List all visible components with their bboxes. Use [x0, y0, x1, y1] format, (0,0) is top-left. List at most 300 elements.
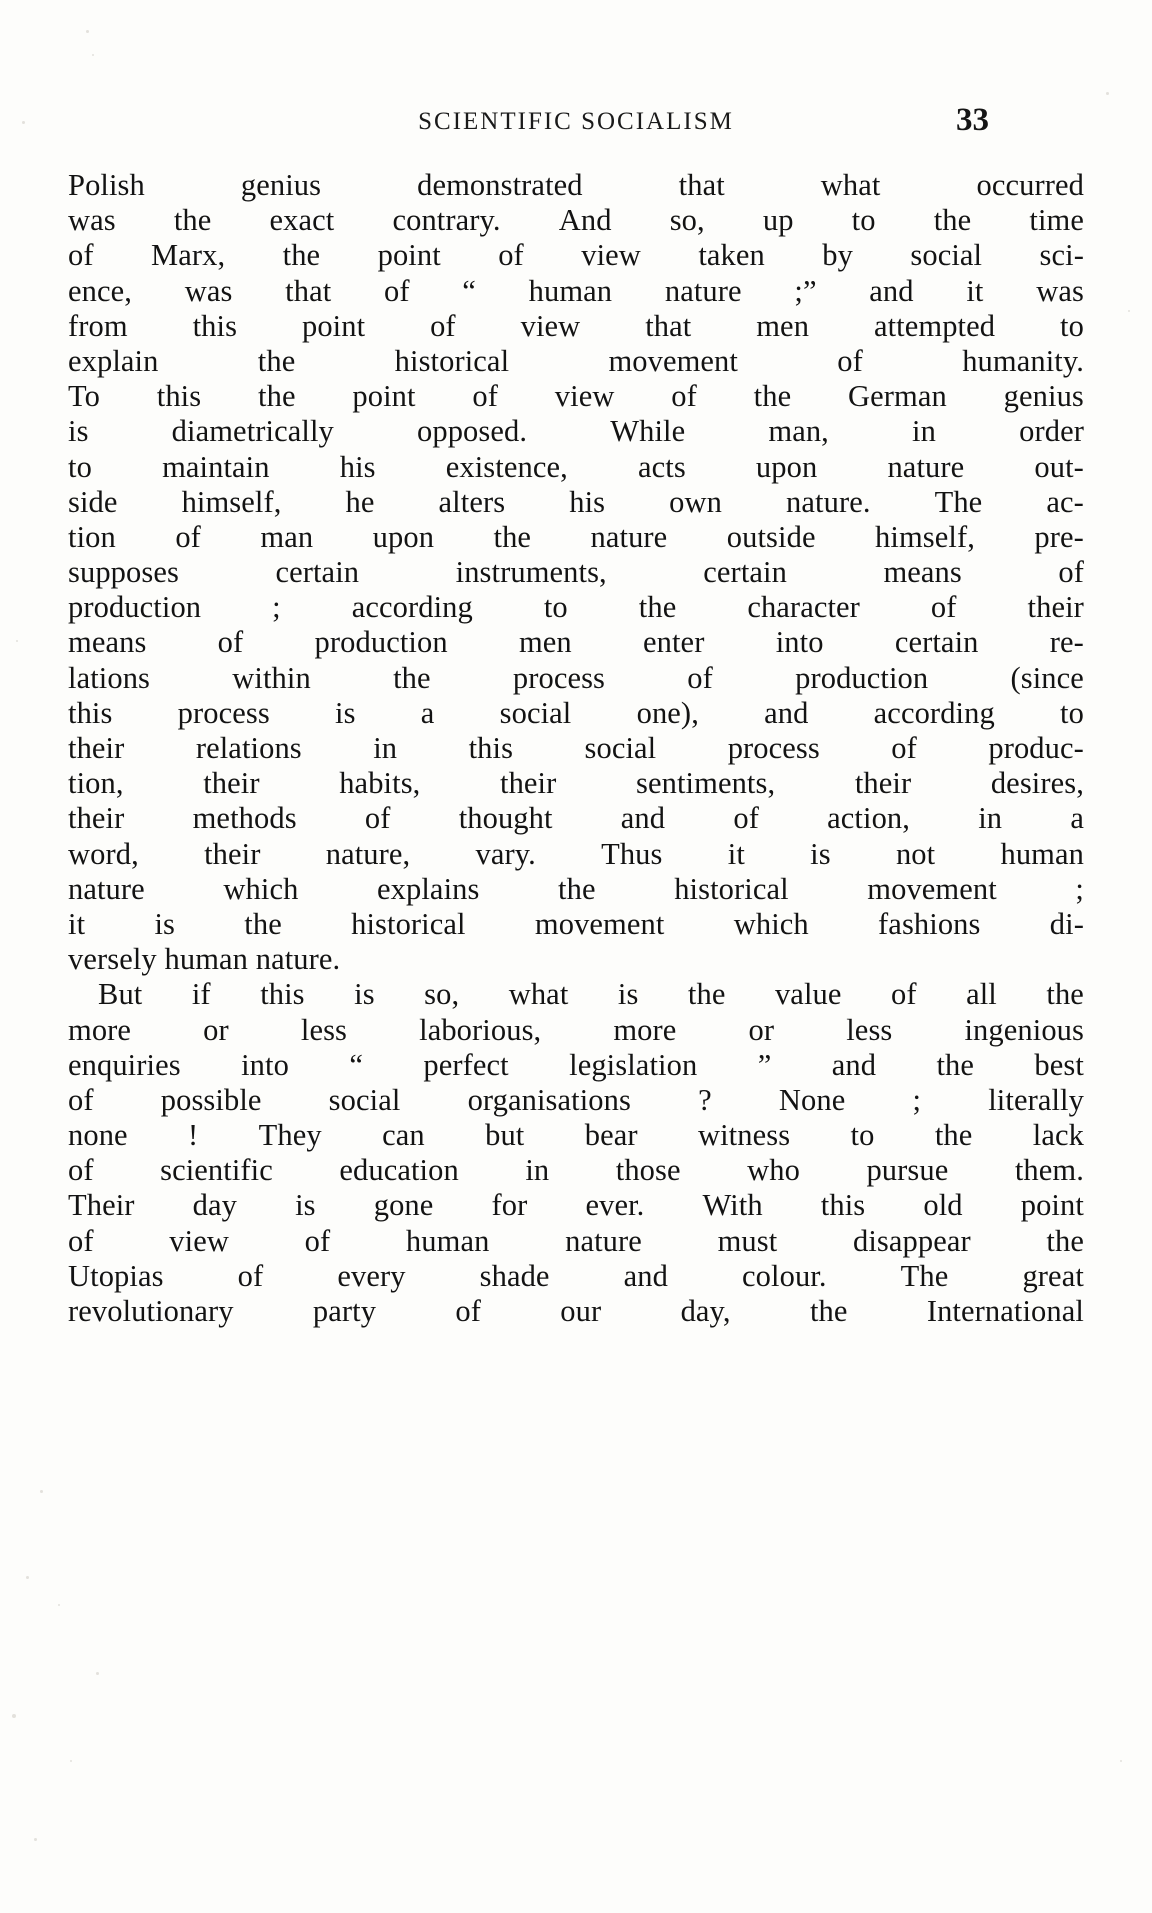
text-word: laborious,	[419, 1012, 542, 1047]
text-word: of	[837, 343, 863, 378]
text-line	[68, 942, 1084, 977]
text-word: day,	[680, 1294, 731, 1328]
text-word: to	[850, 1118, 875, 1153]
text-word: scientific	[160, 1153, 273, 1188]
text-line	[68, 661, 1084, 696]
text-word: the	[809, 1294, 848, 1328]
text-word: historical	[394, 343, 510, 378]
text-word: order	[1019, 414, 1084, 449]
text-word: the	[638, 590, 677, 625]
text-word: movement	[534, 906, 665, 941]
text-word: to	[68, 449, 92, 484]
text-word: movement	[608, 343, 738, 378]
text-word: lack	[1032, 1118, 1084, 1153]
text-line	[68, 1083, 1084, 1118]
text-word: humanity.	[962, 343, 1084, 378]
text-word: ?	[698, 1082, 712, 1117]
text-line	[68, 485, 1084, 520]
text-line	[68, 379, 1084, 414]
text-word: literally	[988, 1082, 1084, 1117]
text-word: instruments,	[455, 555, 607, 590]
text-word: bear	[584, 1118, 638, 1153]
text-word: so,	[424, 977, 460, 1012]
text-word: pre-	[1034, 519, 1084, 554]
text-word: means	[68, 625, 147, 660]
text-word: The	[900, 1258, 949, 1293]
page-number: 33	[956, 102, 989, 138]
text-line	[68, 1153, 1084, 1188]
text-word: disappear	[852, 1223, 971, 1258]
text-word: German	[848, 379, 947, 414]
text-word: what	[820, 168, 881, 202]
text-word: of	[472, 379, 498, 414]
text-word: nature,	[325, 836, 411, 871]
text-word: men	[518, 625, 572, 660]
text-word: production	[68, 590, 202, 625]
text-word: a	[420, 695, 435, 730]
text-line	[68, 1048, 1084, 1083]
text-word: day	[192, 1188, 237, 1223]
text-line	[68, 766, 1084, 801]
text-word: of	[304, 1223, 331, 1258]
text-word: is	[354, 977, 375, 1012]
text-word: of	[455, 1294, 481, 1328]
text-word: side	[68, 484, 118, 519]
text-word: But	[98, 977, 143, 1012]
text-word: existence,	[445, 449, 568, 484]
text-word: into	[775, 625, 824, 660]
text-word: certain	[703, 555, 787, 590]
text-word: They	[258, 1118, 322, 1153]
text-word: the	[1046, 1223, 1084, 1258]
text-word: or	[203, 1012, 229, 1047]
text-word: of	[733, 801, 759, 836]
text-word: genius	[240, 168, 322, 202]
text-word: every	[337, 1258, 406, 1293]
text-word: the	[493, 519, 532, 554]
text-word: upon	[372, 519, 435, 554]
text-word: occurred	[976, 168, 1084, 202]
text-word: this	[468, 731, 514, 765]
text-word: less	[300, 1012, 348, 1047]
text-word: means	[883, 555, 962, 590]
text-word: in	[373, 731, 398, 765]
text-word: Their	[68, 1188, 135, 1223]
text-word: view	[581, 238, 641, 273]
text-line	[68, 696, 1084, 731]
text-word: was	[184, 273, 233, 308]
text-word: social	[499, 695, 572, 730]
text-word: them.	[1014, 1153, 1084, 1188]
text-word: his	[569, 484, 606, 519]
text-word: thought	[458, 801, 553, 836]
text-word: “	[349, 1047, 363, 1082]
text-word: great	[1022, 1258, 1084, 1293]
text-line	[68, 203, 1084, 238]
text-word: the	[687, 977, 726, 1012]
text-word: nature.	[786, 484, 871, 519]
text-line	[68, 344, 1084, 379]
text-word: legislation	[569, 1047, 698, 1082]
text-word: that	[678, 168, 725, 202]
text-line	[68, 1118, 1084, 1153]
text-word: diametrically	[171, 414, 334, 449]
text-word: process	[512, 660, 606, 695]
text-word: can	[382, 1118, 425, 1153]
text-word: that	[285, 273, 332, 308]
paper-speckle	[34, 1838, 37, 1841]
text-word: sci-	[1039, 238, 1084, 273]
text-word: according	[873, 695, 995, 730]
text-word: tion	[68, 519, 116, 554]
text-word: witness	[697, 1118, 791, 1153]
text-word: ;	[1075, 871, 1084, 906]
text-word: “	[462, 273, 476, 308]
text-word: re-	[1049, 625, 1084, 660]
text-word: a	[1070, 801, 1084, 836]
text-line	[68, 731, 1084, 766]
text-word: movement	[867, 871, 997, 906]
text-word: out-	[1034, 449, 1084, 484]
text-word: none	[68, 1118, 128, 1153]
text-word: their	[68, 801, 125, 836]
text-word: the	[558, 871, 596, 906]
text-word: relations	[195, 731, 302, 765]
text-word: that	[645, 308, 692, 343]
paper-speckle	[26, 1576, 29, 1579]
text-word: so,	[669, 203, 705, 238]
text-word: explain	[68, 343, 159, 378]
text-word: lations	[68, 660, 151, 695]
text-word: their	[854, 766, 912, 801]
text-word: fashions	[878, 906, 981, 941]
text-word: opposed.	[417, 414, 528, 449]
text-word: more	[613, 1012, 677, 1047]
text-word: tion,	[68, 766, 124, 801]
text-word: less	[846, 1012, 893, 1047]
text-word: enquiries	[68, 1047, 181, 1082]
text-word: ;	[912, 1082, 922, 1117]
text-word: to	[851, 203, 876, 238]
text-word: Polish	[68, 168, 145, 202]
text-word: possible	[160, 1082, 262, 1117]
text-line	[68, 907, 1084, 942]
text-word: of	[687, 660, 713, 695]
text-word: who	[747, 1153, 800, 1188]
text-word: is	[295, 1188, 316, 1223]
text-word: (since	[1010, 660, 1084, 695]
text-word: to	[1060, 695, 1084, 730]
text-word: education	[339, 1153, 459, 1188]
text-word: supposes	[68, 555, 179, 590]
text-word: the	[258, 379, 296, 414]
text-word: With	[702, 1188, 763, 1223]
text-word: by	[822, 238, 853, 273]
paper-speckle	[70, 1760, 72, 1762]
text-word: this	[68, 695, 113, 730]
text-word: up	[762, 203, 794, 238]
text-word: point	[301, 308, 366, 343]
text-word: of	[68, 238, 94, 273]
text-word: it	[68, 906, 86, 941]
text-word: of	[891, 731, 917, 765]
paper-speckle	[96, 1672, 99, 1675]
text-word: old	[923, 1188, 963, 1223]
text-word: their	[203, 766, 260, 801]
text-word: di-	[1049, 906, 1084, 941]
text-word: is	[154, 906, 175, 941]
text-word: of	[217, 625, 244, 660]
text-word: ”	[757, 1047, 772, 1082]
text-word: value	[774, 977, 842, 1012]
text-word: the	[244, 906, 282, 941]
text-word: more	[68, 1012, 132, 1047]
text-word: colour.	[742, 1258, 827, 1293]
text-word: and	[869, 273, 914, 308]
text-line	[68, 837, 1084, 872]
text-word: human	[405, 1223, 490, 1258]
text-line	[68, 1224, 1084, 1259]
text-word: social	[910, 238, 983, 273]
text-word: None	[778, 1082, 846, 1117]
text-word: Marx,	[151, 238, 226, 273]
text-word: their	[68, 731, 125, 765]
text-word: not	[895, 836, 936, 871]
text-word: production	[314, 625, 448, 660]
text-word: action,	[827, 801, 911, 836]
text-word: word,	[68, 836, 139, 871]
text-word: the	[393, 660, 431, 695]
text-word: according	[351, 590, 473, 625]
text-word: of	[430, 308, 456, 343]
text-line	[68, 450, 1084, 485]
paper-speckle	[12, 1714, 16, 1718]
running-head-title: SCIENTIFIC SOCIALISM	[418, 108, 734, 135]
text-word: habits,	[339, 766, 421, 801]
text-word: is	[335, 695, 356, 730]
text-word: social	[328, 1082, 401, 1117]
text-word: all	[966, 977, 997, 1012]
text-word: view	[169, 1223, 229, 1258]
body-text	[68, 168, 1084, 1329]
text-word: of	[68, 1153, 94, 1188]
paper-speckle	[86, 30, 89, 33]
text-word: ever.	[585, 1188, 645, 1223]
text-line	[68, 520, 1084, 555]
text-word: in	[525, 1153, 550, 1188]
text-word: to	[543, 590, 568, 625]
text-word: of	[364, 801, 391, 836]
text-word: nature	[68, 871, 145, 906]
text-word: explains	[377, 871, 480, 906]
text-word: his	[339, 449, 376, 484]
text-word: and	[764, 695, 809, 730]
text-word: which	[223, 871, 299, 906]
text-word: into	[241, 1047, 289, 1082]
text-word: demonstrated	[417, 168, 583, 202]
text-word: attempted	[873, 308, 996, 343]
text-word: time	[1029, 203, 1084, 238]
text-word: the	[173, 203, 212, 238]
text-word: of	[1058, 555, 1084, 590]
text-word: gone	[373, 1188, 434, 1223]
text-line	[68, 274, 1084, 309]
text-word: perfect	[423, 1047, 509, 1082]
text-line	[68, 590, 1084, 625]
text-word: himself,	[875, 519, 975, 554]
text-word: was	[1036, 273, 1084, 308]
text-word: of	[175, 519, 201, 554]
text-word: social	[584, 731, 657, 765]
text-word: sentiments,	[636, 766, 776, 801]
text-line	[68, 555, 1084, 590]
text-word: nature	[565, 1223, 642, 1258]
text-word: party	[312, 1294, 377, 1328]
text-word: taken	[698, 238, 765, 273]
text-word: Thus	[601, 836, 663, 871]
text-line	[68, 168, 1084, 203]
text-line	[68, 801, 1084, 836]
text-word: this	[192, 308, 238, 343]
text-word: he	[345, 484, 375, 519]
text-word: this	[260, 977, 305, 1012]
text-line	[68, 1013, 1084, 1048]
text-word: one),	[636, 695, 699, 730]
text-word: alters	[438, 484, 506, 519]
text-word: those	[615, 1153, 681, 1188]
text-word: While	[610, 414, 686, 449]
text-word: of	[930, 590, 957, 625]
text-word: within	[232, 660, 311, 695]
text-word: is	[810, 836, 831, 871]
text-word: human	[528, 273, 613, 308]
text-word: our	[560, 1294, 602, 1328]
text-word: shade	[479, 1258, 550, 1293]
text-word: To	[68, 379, 100, 414]
text-word: ingenious	[964, 1012, 1084, 1047]
text-word: and	[620, 801, 666, 836]
text-line	[68, 238, 1084, 273]
text-word: the	[934, 1118, 973, 1153]
text-word: production	[795, 660, 929, 695]
text-word: the	[257, 343, 296, 378]
text-word: certain	[275, 555, 360, 590]
text-line	[68, 625, 1084, 660]
text-word: the	[753, 379, 792, 414]
text-word: this	[820, 1188, 866, 1223]
text-word: desires,	[990, 766, 1084, 801]
text-line	[68, 1294, 1084, 1329]
text-word: the	[1046, 977, 1084, 1012]
text-line	[68, 1259, 1084, 1294]
text-word: view	[520, 308, 581, 343]
text-word: view	[554, 379, 615, 414]
text-word: of	[68, 1082, 94, 1117]
text-word: must	[717, 1223, 778, 1258]
text-word: nature	[887, 449, 965, 484]
text-word: of	[68, 1223, 94, 1258]
text-word: historical	[351, 906, 466, 941]
text-word: revolutionary	[68, 1294, 234, 1328]
text-word: in	[912, 414, 936, 449]
text-word: best	[1034, 1047, 1084, 1082]
text-word: if	[191, 977, 211, 1012]
text-word: ence,	[68, 273, 132, 308]
text-word: of	[891, 977, 917, 1012]
text-word: or	[748, 1012, 775, 1047]
text-word: their	[204, 836, 261, 871]
paper-speckle	[92, 54, 94, 56]
text-word: Utopias	[68, 1258, 164, 1293]
paper-speckle	[1128, 310, 1130, 312]
text-word: contrary.	[392, 203, 501, 238]
text-word: the	[936, 1047, 975, 1082]
text-word: for	[491, 1188, 528, 1223]
text-word: process	[727, 731, 820, 765]
text-word: certain	[894, 625, 979, 660]
text-line	[68, 309, 1084, 344]
text-word: man,	[768, 414, 829, 449]
text-word: from	[68, 308, 128, 343]
text-word: ;”	[794, 273, 817, 308]
text-word: and	[623, 1258, 668, 1293]
text-line	[68, 1188, 1084, 1223]
text-word: man	[260, 519, 314, 554]
paper-speckle	[1120, 1760, 1122, 1762]
text-line	[68, 414, 1084, 449]
text-word: own	[669, 484, 722, 519]
text-word: it	[727, 836, 745, 871]
text-word: point	[352, 379, 416, 414]
text-word: their	[500, 766, 557, 801]
text-word: which	[733, 906, 809, 941]
text-word: is	[68, 414, 89, 449]
text-line	[68, 977, 1084, 1012]
paper-speckle	[58, 1604, 60, 1606]
text-word: what	[508, 977, 569, 1012]
text-word: outside	[726, 519, 816, 554]
text-word: maintain	[162, 449, 270, 484]
text-word: ;	[272, 590, 281, 625]
text-word: upon	[755, 449, 818, 484]
text-word: The	[934, 484, 983, 519]
text-word: was	[68, 203, 116, 238]
paper-speckle	[16, 640, 18, 642]
text-word: !	[188, 1118, 199, 1153]
text-word: of	[237, 1258, 264, 1293]
text-word: produc-	[988, 731, 1084, 765]
text-word: human	[1000, 836, 1084, 871]
text-word: acts	[637, 449, 686, 484]
text-word: vary.	[475, 836, 536, 871]
text-line-content: versely human nature.	[68, 942, 341, 977]
text-word: in	[978, 801, 1003, 836]
text-word: ac-	[1046, 484, 1084, 519]
text-word: the	[933, 203, 972, 238]
paper-speckle	[40, 1490, 43, 1493]
text-word: of	[671, 379, 697, 414]
text-word: process	[177, 695, 270, 730]
text-word: nature	[590, 519, 668, 554]
text-word: and	[831, 1047, 877, 1082]
text-word: himself,	[181, 484, 282, 519]
paper-speckle	[1106, 92, 1109, 95]
text-word: historical	[674, 871, 789, 906]
text-word: but	[485, 1118, 525, 1153]
text-word: point	[1020, 1188, 1084, 1223]
text-word: enter	[643, 625, 705, 660]
text-word: methods	[192, 801, 297, 836]
